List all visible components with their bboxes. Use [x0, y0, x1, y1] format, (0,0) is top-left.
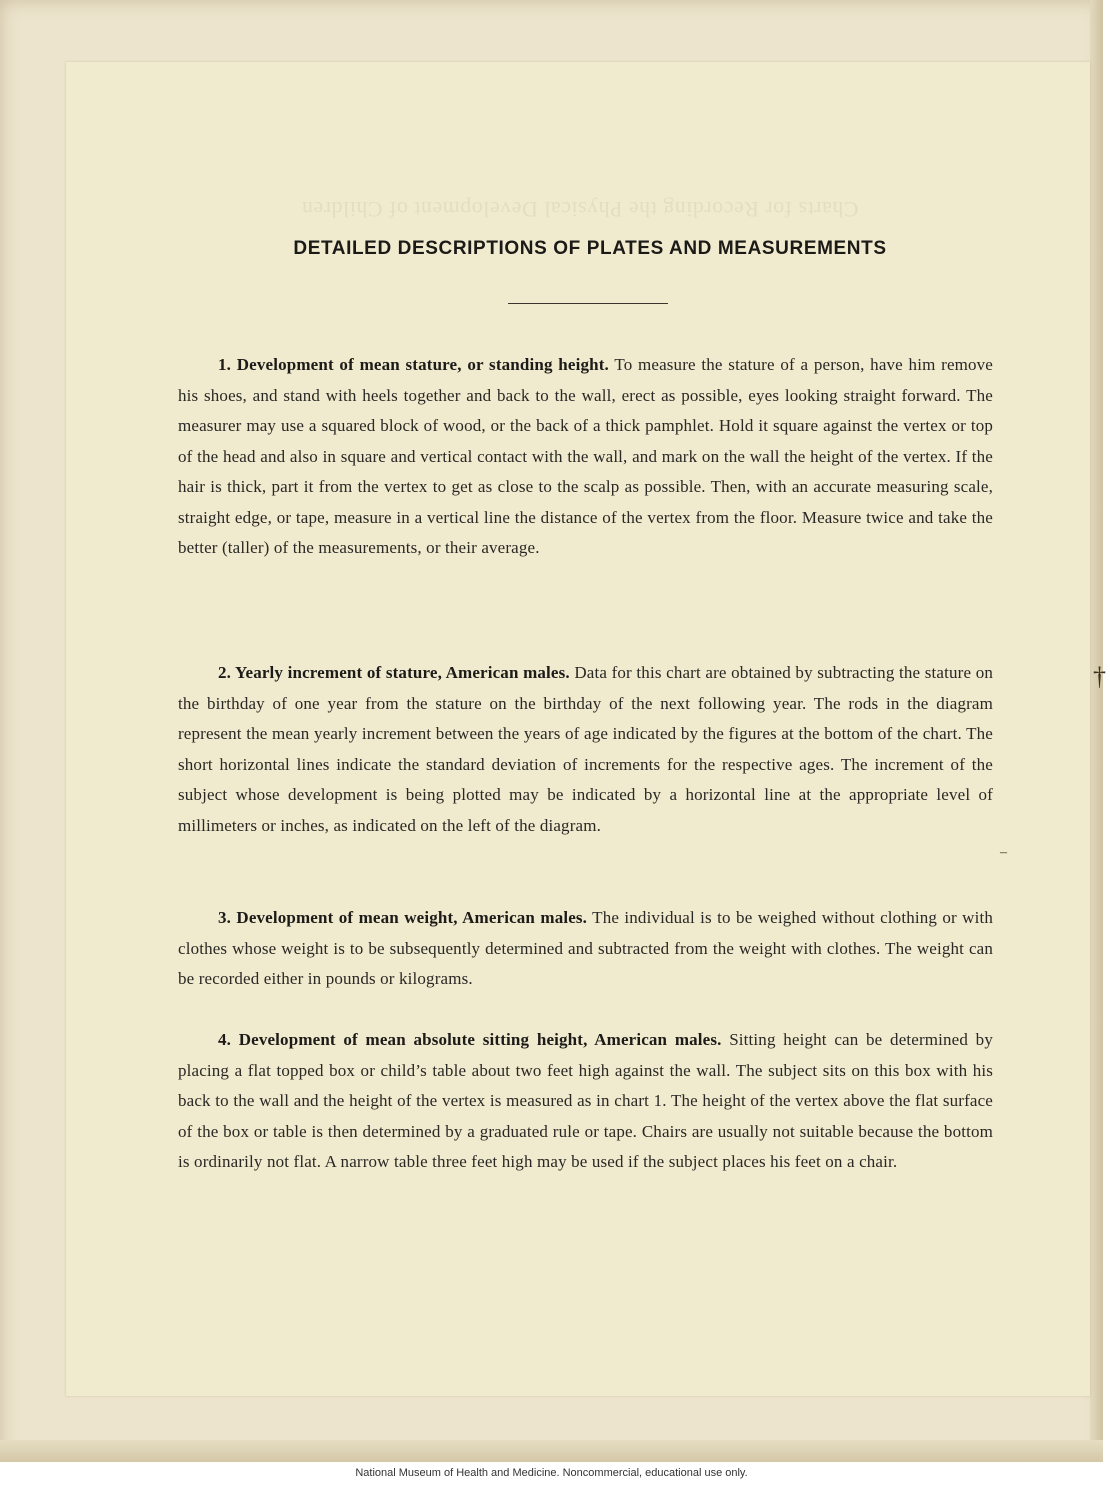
paragraph-2: [178, 658, 993, 841]
show-through-text: Charts for Recording the Physical Development of Children: [301, 197, 859, 222]
paragraph-1: [178, 350, 993, 564]
paragraph-2-heading: 2. Yearly increment of stature, American males.: [218, 663, 570, 682]
margin-mark-t: †: [1093, 662, 1106, 691]
paragraph-3-body: The individual is to be weighed without clothing or with clothes whose weight is to be subsequently determined and subtracted from the weight with clothes. The weight can be recorded either in pounds or kilograms.: [178, 908, 994, 988]
sheet-right-edge: [1090, 0, 1103, 1462]
paragraph-4: [178, 1025, 993, 1178]
paragraph-3: [178, 903, 993, 995]
page-title: DETAILED DESCRIPTIONS OF PLATES AND MEASUREMENTS: [293, 238, 887, 259]
footer-credit: National Museum of Health and Medicine. Noncommercial, educational use only.: [355, 1467, 748, 1479]
paragraph-1-body: To measure the stature of a person, have him remove his shoes, and stand with heels together and back to the wall, erect as possible, eyes looking straight forward. The measurer may use a squared block of wood, or the back of a thick pamphlet. Hold it square against the vertex or top of the head and also in square and vertical contact with the wall, and mark on the wall the height of the vertex. If the hair is thick, part it from the vertex to get as close to the scalp as possible. Then, with an accurate measuring scale, straight edge, or tape, measure in a vertical line the distance of the vertex from the floor. Measure twice and take the better (taller) of the measurements, or their average.: [178, 355, 994, 557]
paragraph-2-body: Data for this chart are obtained by subtracting the stature on the birthday of one year from the stature on the birthday of the next following year. The rods in the diagram represent the mean yearly increment between the years of age indicated by the figures at the bottom of the chart. The short horizontal lines indicate the standard deviation of increments for the respective ages. The increment of the subject whose development is being plotted may be indicated by a horizontal line at the appropriate level of millimeters or inches, as indicated on the left of the diagram.: [178, 663, 993, 835]
paragraph-3-heading: 3. Development of mean weight, American males.: [218, 908, 588, 927]
paragraph-1-heading: 1. Development of mean stature, or standing height.: [218, 355, 609, 374]
paragraph-4-heading: 4. Development of mean absolute sitting height, American males.: [218, 1030, 722, 1049]
margin-mark-dash: –: [1000, 845, 1007, 860]
title-divider: [508, 303, 668, 304]
sheet-bottom-edge: [0, 1440, 1103, 1462]
paragraph-4-body: Sitting height can be determined by placing a flat topped box or child’s table about two feet high against the wall. The subject sits on this box with his back to the wall and the height of the vertex is measured as in chart 1. The height of the vertex above the flat surface of the box or table is then determined by a graduated rule or tape. Chairs are usually not suitable because the bottom is ordinarily not flat. A narrow table three feet high may be used if the subject places his feet on a chair.: [178, 1030, 993, 1171]
